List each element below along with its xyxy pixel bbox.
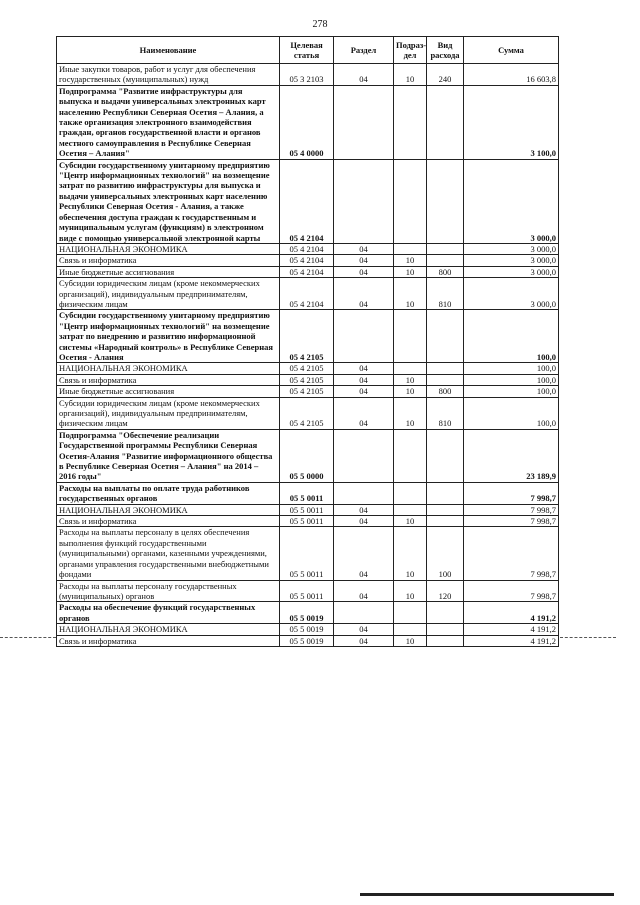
table-row [57, 64, 559, 86]
cell-sum: 4 191,2 [464, 602, 559, 624]
cell-type [427, 482, 464, 504]
cell-type: 240 [427, 64, 464, 86]
cell-name: Иные бюджетные ассигнования [57, 266, 280, 277]
cell-section: 04 [334, 278, 394, 310]
scan-artifact-line [560, 637, 616, 638]
cell-name: Подпрограмма "Развитие инфраструктуры для выпуска и выдачи универсальных электронных карт населению Республики Северная Осетия – Алания, а также организация электронного взаимодействия граждан, органов государственной власти и органов местного самоуправления в Республике Северная Осетия – Алания" [57, 85, 280, 159]
cell-name: Расходы на выплаты персоналу в целях обеспечения выполнения функций государственными (муниципальными) органами, казенными учреждениями, органами управления государственными внебюджетными фондами [57, 527, 280, 580]
cell-name: Субсидии государственному унитарному предприятию "Центр информационных технологий" на возмещение затрат по развитию инфраструктуры для выпуска и выдачи универсальных электронных карт населению Республики Северная Осетия - Алания, а также обеспечения доступа граждан к государственным и муниципальным услугам (функциям) в электронном виде с помощью универсальной электронной карты [57, 159, 280, 243]
table-row [57, 624, 559, 635]
cell-code: 05 5 0011 [280, 516, 334, 527]
cell-code: 05 5 0019 [280, 635, 334, 646]
table-row [57, 363, 559, 374]
cell-name: НАЦИОНАЛЬНАЯ ЭКОНОМИКА [57, 243, 280, 254]
cell-type [427, 310, 464, 363]
table-row [57, 516, 559, 527]
cell-section: 04 [334, 397, 394, 429]
cell-subsection: 10 [394, 278, 427, 310]
cell-type [427, 429, 464, 482]
cell-sum: 100,0 [464, 386, 559, 397]
cell-name: Расходы на выплаты персоналу государственных (муниципальных) органов [57, 580, 280, 602]
cell-sum: 3 000,0 [464, 266, 559, 277]
header-name: Наименование [57, 37, 280, 64]
cell-code: 05 4 2104 [280, 266, 334, 277]
cell-section [334, 482, 394, 504]
cell-subsection: 10 [394, 255, 427, 266]
scan-artifact-bar [360, 893, 614, 896]
cell-name: НАЦИОНАЛЬНАЯ ЭКОНОМИКА [57, 363, 280, 374]
cell-section: 04 [334, 266, 394, 277]
table-row [57, 374, 559, 385]
cell-subsection: 10 [394, 374, 427, 385]
page-number: 278 [312, 19, 328, 30]
cell-section: 04 [334, 374, 394, 385]
cell-code: 05 4 2105 [280, 374, 334, 385]
table-row [57, 527, 559, 580]
cell-section [334, 429, 394, 482]
table-row [57, 429, 559, 482]
cell-code: 05 4 2104 [280, 243, 334, 254]
cell-subsection [394, 624, 427, 635]
cell-sum: 4 191,2 [464, 624, 559, 635]
cell-sum: 3 100,0 [464, 85, 559, 159]
cell-section: 04 [334, 516, 394, 527]
cell-name: Иные бюджетные ассигнования [57, 386, 280, 397]
cell-type: 810 [427, 278, 464, 310]
header-sum: Сумма [464, 37, 559, 64]
cell-code: 05 4 2105 [280, 386, 334, 397]
cell-code: 05 5 0011 [280, 504, 334, 515]
cell-code: 05 5 0011 [280, 580, 334, 602]
cell-section [334, 159, 394, 243]
cell-subsection: 10 [394, 580, 427, 602]
cell-type: 800 [427, 266, 464, 277]
header-code: Целевая статья [280, 37, 334, 64]
cell-section: 04 [334, 363, 394, 374]
cell-subsection [394, 602, 427, 624]
cell-type [427, 602, 464, 624]
cell-section: 04 [334, 243, 394, 254]
cell-sum: 23 189,9 [464, 429, 559, 482]
scan-artifact-line [0, 637, 56, 638]
cell-section: 04 [334, 64, 394, 86]
header-subsection: Подраз-дел [394, 37, 427, 64]
cell-code: 05 4 2105 [280, 310, 334, 363]
cell-sum: 3 000,0 [464, 255, 559, 266]
header-row [57, 37, 559, 64]
cell-name: Субсидии юридическим лицам (кроме некоммерческих организаций), индивидуальным предпринимателям, физическим лицам [57, 278, 280, 310]
cell-type [427, 624, 464, 635]
cell-type: 100 [427, 527, 464, 580]
header-type: Вид расхода [427, 37, 464, 64]
cell-subsection [394, 159, 427, 243]
cell-type [427, 159, 464, 243]
budget-table [56, 36, 559, 647]
table-row [57, 243, 559, 254]
header-section: Раздел [334, 37, 394, 64]
cell-sum: 7 998,7 [464, 527, 559, 580]
cell-subsection [394, 363, 427, 374]
cell-name: Субсидии государственному унитарному предприятию "Центр информационных технологий" на возмещение затрат по внедрению и развитию информационной системы «Народный контроль» в Республике Северная Осетия - Алания [57, 310, 280, 363]
cell-type: 120 [427, 580, 464, 602]
cell-name: Подпрограмма "Обеспечение реализации Государственной программы Республики Северная Осетия-Алания "Развитие информационного общества в Республике Северная Осетия – Алания" на 2014 – 2016 годы" [57, 429, 280, 482]
cell-name: НАЦИОНАЛЬНАЯ ЭКОНОМИКА [57, 504, 280, 515]
cell-code: 05 4 2105 [280, 397, 334, 429]
cell-type: 810 [427, 397, 464, 429]
table-row [57, 310, 559, 363]
cell-subsection: 10 [394, 527, 427, 580]
cell-code: 05 4 2104 [280, 278, 334, 310]
cell-sum: 4 191,2 [464, 635, 559, 646]
cell-name: Субсидии юридическим лицам (кроме некоммерческих организаций), индивидуальным предпринимателям, физическим лицам [57, 397, 280, 429]
cell-name: НАЦИОНАЛЬНАЯ ЭКОНОМИКА [57, 624, 280, 635]
cell-sum: 7 998,7 [464, 482, 559, 504]
cell-name: Связь и информатика [57, 516, 280, 527]
cell-section: 04 [334, 504, 394, 515]
cell-name: Расходы на выплаты по оплате труда работников государственных органов [57, 482, 280, 504]
cell-section: 04 [334, 255, 394, 266]
cell-code: 05 5 0011 [280, 527, 334, 580]
cell-section: 04 [334, 527, 394, 580]
table-row [57, 602, 559, 624]
cell-subsection [394, 243, 427, 254]
cell-subsection: 10 [394, 266, 427, 277]
table-row [57, 266, 559, 277]
cell-code: 05 4 2104 [280, 159, 334, 243]
cell-sum: 100,0 [464, 397, 559, 429]
cell-sum: 7 998,7 [464, 516, 559, 527]
cell-name: Связь и информатика [57, 255, 280, 266]
table-row [57, 255, 559, 266]
cell-subsection: 10 [394, 386, 427, 397]
cell-code: 05 4 0000 [280, 85, 334, 159]
cell-type [427, 363, 464, 374]
cell-code: 05 3 2103 [280, 64, 334, 86]
cell-section [334, 602, 394, 624]
cell-sum: 100,0 [464, 374, 559, 385]
cell-name: Связь и информатика [57, 635, 280, 646]
cell-sum: 100,0 [464, 363, 559, 374]
cell-subsection: 10 [394, 397, 427, 429]
cell-code: 05 5 0011 [280, 482, 334, 504]
cell-name: Иные закупки товаров, работ и услуг для обеспечения государственных (муниципальных) нужд [57, 64, 280, 86]
cell-subsection: 10 [394, 635, 427, 646]
table-row [57, 504, 559, 515]
cell-section [334, 310, 394, 363]
cell-sum: 7 998,7 [464, 580, 559, 602]
table-body [57, 64, 559, 647]
cell-sum: 3 000,0 [464, 243, 559, 254]
cell-type [427, 635, 464, 646]
table-row [57, 386, 559, 397]
cell-subsection: 10 [394, 516, 427, 527]
cell-section: 04 [334, 624, 394, 635]
cell-sum: 16 603,8 [464, 64, 559, 86]
cell-sum: 3 000,0 [464, 278, 559, 310]
table-row [57, 85, 559, 159]
cell-code: 05 5 0019 [280, 624, 334, 635]
cell-section: 04 [334, 580, 394, 602]
cell-sum: 100,0 [464, 310, 559, 363]
table-row [57, 278, 559, 310]
table-row [57, 580, 559, 602]
cell-sum: 3 000,0 [464, 159, 559, 243]
cell-subsection [394, 504, 427, 515]
table-row [57, 159, 559, 243]
table-row [57, 482, 559, 504]
cell-subsection [394, 310, 427, 363]
cell-section [334, 85, 394, 159]
cell-section: 04 [334, 635, 394, 646]
cell-name: Расходы на обеспечение функций государственных органов [57, 602, 280, 624]
cell-subsection [394, 429, 427, 482]
cell-type [427, 85, 464, 159]
cell-subsection [394, 482, 427, 504]
cell-type [427, 243, 464, 254]
cell-subsection: 10 [394, 64, 427, 86]
cell-code: 05 5 0000 [280, 429, 334, 482]
cell-sum: 7 998,7 [464, 504, 559, 515]
cell-type [427, 374, 464, 385]
cell-section: 04 [334, 386, 394, 397]
cell-name: Связь и информатика [57, 374, 280, 385]
cell-type: 800 [427, 386, 464, 397]
cell-subsection [394, 85, 427, 159]
cell-type [427, 255, 464, 266]
table-row [57, 397, 559, 429]
cell-code: 05 5 0019 [280, 602, 334, 624]
cell-code: 05 4 2105 [280, 363, 334, 374]
cell-code: 05 4 2104 [280, 255, 334, 266]
cell-type [427, 504, 464, 515]
cell-type [427, 516, 464, 527]
table-row [57, 635, 559, 646]
